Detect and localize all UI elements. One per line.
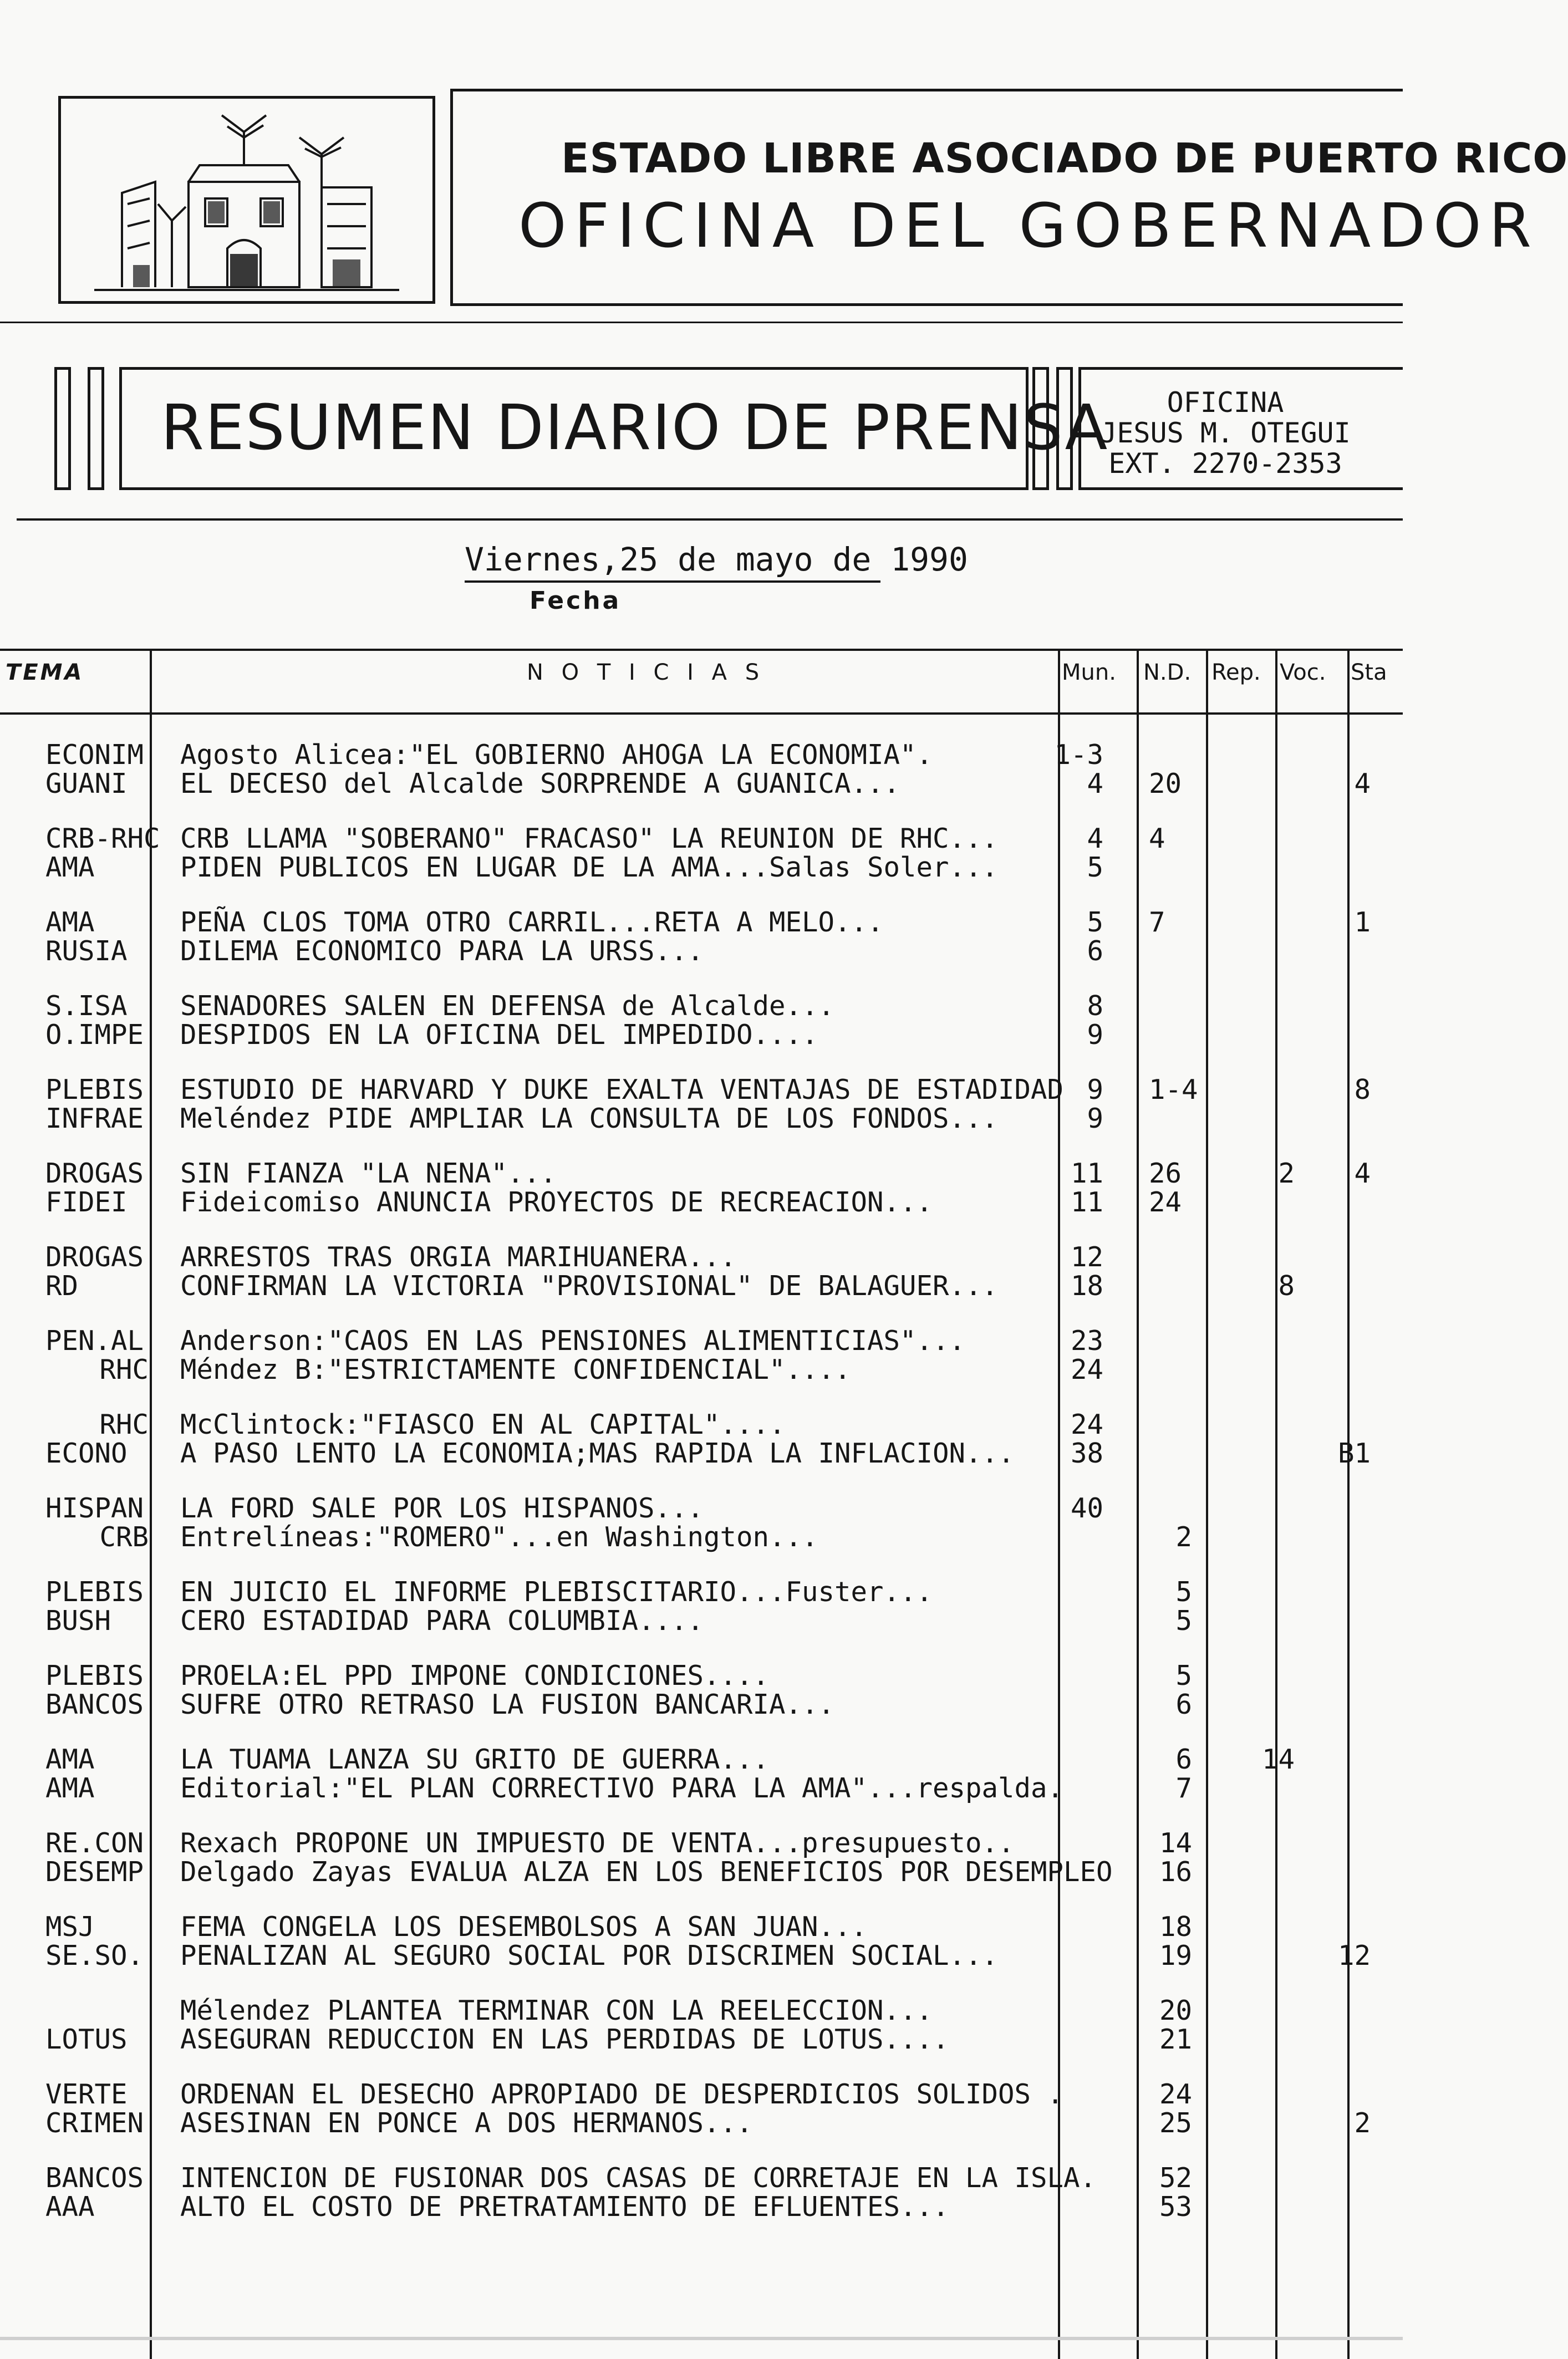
- table-header-rule: [0, 712, 1403, 715]
- header-title-box: [450, 89, 1568, 306]
- row-tema: GUANI: [45, 768, 128, 799]
- row-nd: 26: [1149, 1158, 1182, 1189]
- office-ext: EXT. 2270-2353: [1108, 447, 1342, 480]
- row-noticia: Mélendez PLANTEA TERMINAR CON LA REELECCION...: [180, 1995, 933, 2026]
- row-tema: PLEBIS: [45, 1660, 144, 1691]
- row-mun: 6: [1087, 935, 1103, 967]
- row-nd: 14: [1159, 1827, 1192, 1859]
- row-tema: BUSH: [45, 1605, 111, 1637]
- row-nd: 6: [1175, 1744, 1192, 1775]
- row-tema: DESEMP: [45, 1856, 144, 1888]
- col-header-rep: Rep.: [1211, 660, 1261, 685]
- row-nd: 7: [1175, 1772, 1192, 1804]
- row-noticia: SIN FIANZA "LA NENA"...: [180, 1158, 557, 1189]
- col-divider-nd: [1137, 649, 1139, 2359]
- row-noticia: EL DECESO del Alcalde SORPRENDE A GUANICA...: [180, 768, 900, 799]
- col-divider-rep: [1206, 649, 1208, 2359]
- row-tema: AMA: [45, 1744, 95, 1775]
- col-header-noticias: N O T I C I A S: [527, 660, 765, 685]
- row-mun: 1-3: [1054, 739, 1103, 771]
- row-noticia: Méndez B:"ESTRICTAMENTE CONFIDENCIAL"....: [180, 1354, 851, 1385]
- row-nd: 7: [1149, 906, 1165, 938]
- row-tema: DROGAS: [45, 1241, 144, 1273]
- row-tema: PEN.AL: [45, 1325, 144, 1357]
- row-noticia: FEMA CONGELA LOS DESEMBOLSOS A SAN JUAN...: [180, 1911, 868, 1943]
- row-tema: RE.CON: [45, 1827, 144, 1859]
- row-noticia: ORDENAN EL DESECHO APROPIADO DE DESPERDICIOS SOLIDOS .: [180, 2078, 1064, 2110]
- row-mun: 9: [1087, 1074, 1103, 1105]
- row-mun: 5: [1087, 906, 1103, 938]
- row-tema: RD: [45, 1270, 79, 1302]
- row-nd: 6: [1175, 1689, 1192, 1720]
- row-tema: DROGAS: [45, 1158, 144, 1189]
- row-mun: 4: [1087, 823, 1103, 854]
- office-label: OFICINA: [1167, 386, 1284, 419]
- row-nd: 18: [1159, 1911, 1192, 1943]
- row-mun: 24: [1070, 1354, 1103, 1385]
- row-noticia: Delgado Zayas EVALUA ALZA EN LOS BENEFICIOS POR DESEMPLEO: [180, 1856, 1113, 1888]
- row-noticia: ESTUDIO DE HARVARD Y DUKE EXALTA VENTAJAS DE ESTADIDAD: [180, 1074, 1064, 1105]
- row-noticia: SENADORES SALEN EN DEFENSA de Alcalde...: [180, 990, 835, 1022]
- row-noticia: PIDEN PUBLICOS EN LUGAR DE LA AMA...Salas Soler...: [180, 852, 999, 883]
- row-noticia: DILEMA ECONOMICO PARA LA URSS...: [180, 935, 704, 967]
- row-nd: 19: [1159, 1940, 1192, 1971]
- row-mun: 11: [1070, 1186, 1103, 1218]
- row-mun: 8: [1087, 990, 1103, 1022]
- row-mun: 38: [1070, 1438, 1103, 1469]
- row-tema: RHC: [99, 1354, 149, 1385]
- col-divider-sta: [1347, 649, 1350, 2359]
- row-nd: 24: [1149, 1186, 1182, 1218]
- row-mun: 4: [1087, 768, 1103, 799]
- row-sta: 4: [1354, 768, 1371, 799]
- row-nd: 5: [1175, 1576, 1192, 1608]
- col-header-nd: N.D.: [1143, 660, 1192, 685]
- row-tema: BANCOS: [45, 1689, 144, 1720]
- row-noticia: A PASO LENTO LA ECONOMIA;MAS RAPIDA LA INFLACION...: [180, 1438, 1015, 1469]
- header-line1: ESTADO LIBRE ASOCIADO DE PUERTO RICO: [561, 135, 1568, 182]
- row-noticia: Entrelíneas:"ROMERO"...en Washington...: [180, 1521, 818, 1553]
- row-tema: RHC: [99, 1409, 149, 1440]
- left-bar-inner: [88, 367, 104, 490]
- row-voc: 14: [1261, 1744, 1295, 1775]
- row-tema: INFRAE: [45, 1103, 144, 1134]
- oficina-box: [1078, 367, 1403, 490]
- divider: [17, 518, 1403, 521]
- row-tema: VERTE: [45, 2078, 128, 2110]
- right-bar-outer: [1056, 367, 1073, 490]
- row-noticia: DESPIDOS EN LA OFICINA DEL IMPEDIDO....: [180, 1019, 818, 1051]
- row-nd: 20: [1149, 768, 1182, 799]
- row-sta: 1: [1354, 906, 1371, 938]
- resumen-title-box: [119, 367, 1109, 490]
- row-noticia: CERO ESTADIDAD PARA COLUMBIA....: [180, 1605, 704, 1637]
- row-noticia: SUFRE OTRO RETRASO LA FUSION BANCARIA...: [180, 1689, 835, 1720]
- row-noticia: INTENCION DE FUSIONAR DOS CASAS DE CORRETAJE EN LA ISLA.: [180, 2162, 1097, 2194]
- row-tema: O.IMPE: [45, 1019, 144, 1051]
- row-mun: 23: [1070, 1325, 1103, 1357]
- row-nd: 53: [1159, 2191, 1192, 2223]
- col-divider-voc: [1275, 649, 1277, 2359]
- row-noticia: PENALIZAN AL SEGURO SOCIAL POR DISCRIMEN SOCIAL...: [180, 1940, 999, 1971]
- row-sta: 12: [1337, 1940, 1371, 1971]
- row-noticia: McClintock:"FIASCO EN AL CAPITAL"....: [180, 1409, 786, 1440]
- row-tema: AMA: [45, 852, 95, 883]
- row-mun: 40: [1070, 1492, 1103, 1524]
- row-mun: 5: [1087, 852, 1103, 883]
- row-mun: 24: [1070, 1409, 1103, 1440]
- row-noticia: ALTO EL COSTO DE PRETRATAMIENTO DE EFLUENTES...: [180, 2191, 949, 2223]
- mansion-illustration: [61, 99, 432, 301]
- row-noticia: Rexach PROPONE UN IMPUESTO DE VENTA...presupuesto..: [180, 1827, 1015, 1859]
- row-tema: FIDEI: [45, 1186, 128, 1218]
- row-tema: LOTUS: [45, 2024, 128, 2055]
- row-sta: 2: [1354, 2107, 1371, 2139]
- row-tema: BANCOS: [45, 2162, 144, 2194]
- row-noticia: CONFIRMAN LA VICTORIA "PROVISIONAL" DE BALAGUER...: [180, 1270, 999, 1302]
- row-tema: CRIMEN: [45, 2107, 144, 2139]
- row-tema: CRB: [99, 1521, 149, 1553]
- col-header-tema: TEMA: [6, 660, 84, 685]
- row-nd: 4: [1149, 823, 1165, 854]
- row-tema: PLEBIS: [45, 1074, 144, 1105]
- row-tema: ECONO: [45, 1438, 128, 1469]
- divider: [0, 322, 1403, 323]
- row-nd: 2: [1175, 1521, 1192, 1553]
- row-nd: 25: [1159, 2107, 1192, 2139]
- date-label: Fecha: [530, 587, 622, 615]
- bottom-edge: [0, 2337, 1403, 2340]
- col-header-mun: Mun.: [1062, 660, 1116, 685]
- row-tema: PLEBIS: [45, 1576, 144, 1608]
- row-noticia: Fideicomiso ANUNCIA PROYECTOS DE RECREACION...: [180, 1186, 933, 1218]
- row-tema: RUSIA: [45, 935, 128, 967]
- resumen-title: RESUMEN DIARIO DE PRENSA: [161, 392, 1109, 464]
- table-top-rule: [0, 649, 1403, 651]
- row-noticia: CRB LLAMA "SOBERANO" FRACASO" LA REUNION DE RHC...: [180, 823, 999, 854]
- row-tema: MSJ: [45, 1911, 95, 1943]
- date-value: Viernes,25 de mayo de 1990: [465, 541, 968, 578]
- row-noticia: ARRESTOS TRAS ORGIA MARIHUANERA...: [180, 1241, 737, 1273]
- row-noticia: LA TUAMA LANZA SU GRITO DE GUERRA...: [180, 1744, 770, 1775]
- row-sta: 8: [1354, 1074, 1371, 1105]
- governor-mansion-logo: [58, 96, 435, 304]
- row-tema: SE.SO.: [45, 1940, 144, 1971]
- row-mun: 12: [1070, 1241, 1103, 1273]
- row-mun: 9: [1087, 1019, 1103, 1051]
- date-underline: [465, 580, 880, 583]
- row-noticia: EN JUICIO EL INFORME PLEBISCITARIO...Fuster...: [180, 1576, 933, 1608]
- row-tema: AAA: [45, 2191, 95, 2223]
- row-noticia: PROELA:EL PPD IMPONE CONDICIONES....: [180, 1660, 770, 1691]
- row-nd: 20: [1159, 1995, 1192, 2026]
- row-noticia: LA FORD SALE POR LOS HISPANOS...: [180, 1492, 704, 1524]
- row-nd: 24: [1159, 2078, 1192, 2110]
- row-voc: 2: [1278, 1158, 1295, 1189]
- row-sta: 4: [1354, 1158, 1371, 1189]
- row-tema: CRB-RHC: [45, 823, 160, 854]
- right-bar-inner: [1032, 367, 1049, 490]
- row-noticia: Editorial:"EL PLAN CORRECTIVO PARA LA AMA"...respalda.: [180, 1772, 1064, 1804]
- row-nd: 1-4: [1149, 1074, 1198, 1105]
- row-nd: 52: [1159, 2162, 1192, 2194]
- row-voc: 8: [1278, 1270, 1295, 1302]
- office-name: JESUS M. OTEGUI: [1100, 417, 1351, 449]
- left-bar-outer: [54, 367, 71, 490]
- row-mun: 18: [1070, 1270, 1103, 1302]
- row-tema: S.ISA: [45, 990, 128, 1022]
- col-divider-tema: [150, 649, 152, 2359]
- row-noticia: ASESINAN EN PONCE A DOS HERMANOS...: [180, 2107, 753, 2139]
- row-tema: HISPAN: [45, 1492, 144, 1524]
- row-tema: AMA: [45, 1772, 95, 1804]
- row-nd: 5: [1175, 1660, 1192, 1691]
- row-mun: 11: [1070, 1158, 1103, 1189]
- row-noticia: ASEGURAN REDUCCION EN LAS PERDIDAS DE LOTUS....: [180, 2024, 949, 2055]
- row-sta: B1: [1337, 1438, 1371, 1469]
- row-noticia: Agosto Alicea:"EL GOBIERNO AHOGA LA ECONOMIA".: [180, 739, 933, 771]
- col-header-voc: Voc.: [1280, 660, 1326, 685]
- row-noticia: PEÑA CLOS TOMA OTRO CARRIL...RETA A MELO...: [180, 906, 884, 938]
- row-nd: 5: [1175, 1605, 1192, 1637]
- row-nd: 21: [1159, 2024, 1192, 2055]
- row-tema: AMA: [45, 906, 95, 938]
- row-nd: 16: [1159, 1856, 1192, 1888]
- col-header-sta: Sta: [1351, 660, 1387, 685]
- row-noticia: Meléndez PIDE AMPLIAR LA CONSULTA DE LOS FONDOS...: [180, 1103, 999, 1134]
- row-tema: ECONIM: [45, 739, 144, 771]
- header-line2: OFICINA DEL GOBERNADOR: [518, 190, 1539, 261]
- row-mun: 9: [1087, 1103, 1103, 1134]
- row-noticia: Anderson:"CAOS EN LAS PENSIONES ALIMENTICIAS"...: [180, 1325, 966, 1357]
